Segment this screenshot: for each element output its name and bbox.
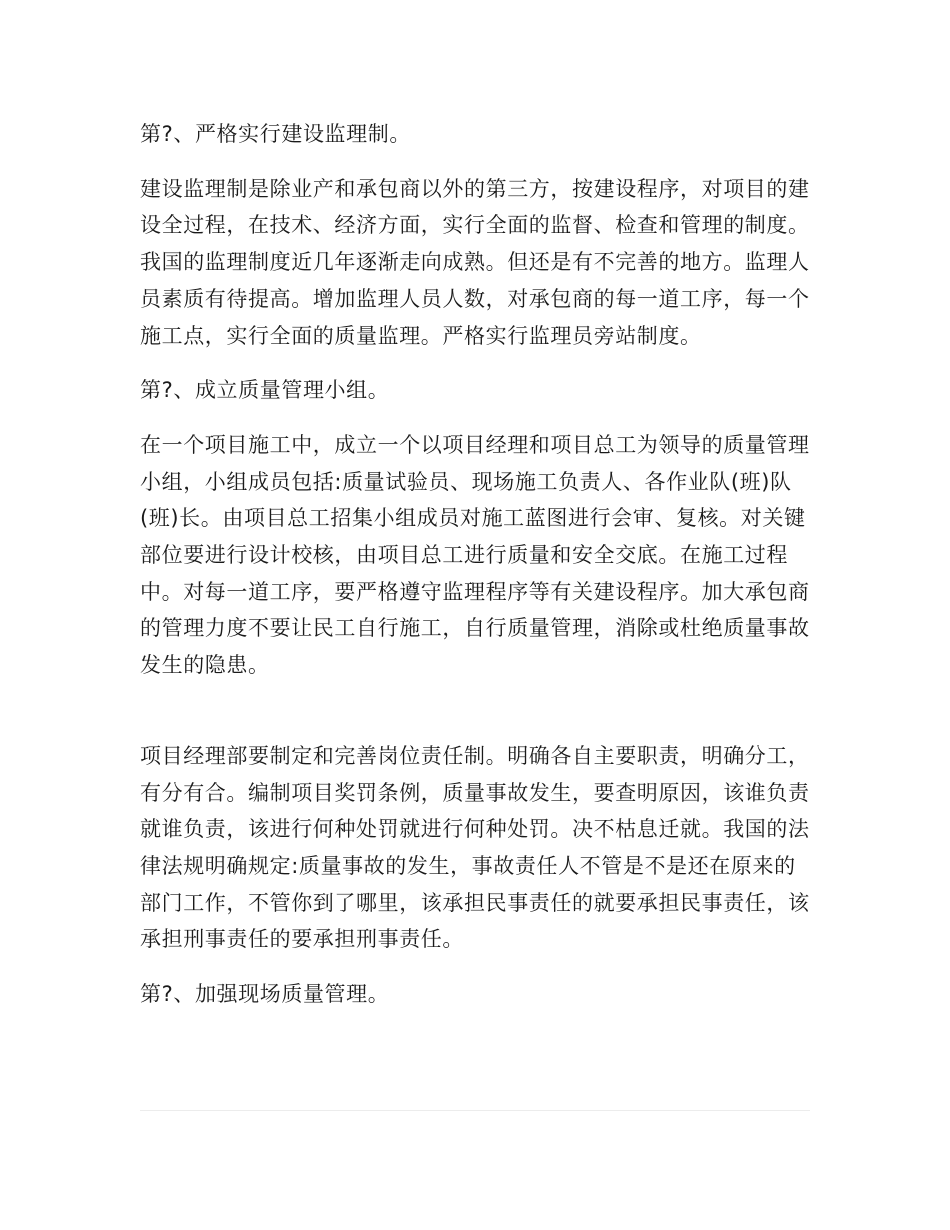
paragraph-quality-group: 在一个项目施工中，成立一个以项目经理和项目总工为领导的质量管理小组，小组成员包括:质量试验员、现场施工负责人、各作业队(班)队(班)长。由项目总工招集小组成员对施工蓝图进行会审、复核。对关键部位要进行设计校核，由项目总工进行质量和安全交底。在施工过程中。对每一道工序，要严格遵守监理程序等有关建设程序。加大承包商的管理力度不要让民工自行施工，自行质量管理，消除或杜绝质量事故发生的隐患。 [140,432,810,678]
paragraph-supervision: 建设监理制是除业产和承包商以外的第三方，按建设程序，对项目的建设全过程，在技术、经济方面，实行全面的监督、检查和管理的制度。我国的监理制度近几年逐渐走向成熟。但还是有不完善的地方。监理人员素质有待提高。增加监理人员人数，对承包商的每一道工序，每一个施工点，实行全面的质量监理。严格实行监理员旁站制度。 [140,176,810,348]
section-heading-site-management: 第?、加强现场质量管理。 [140,982,390,1007]
section-heading-supervision: 第?、严格实行建设监理制。 [140,122,411,146]
section-heading-quality-group: 第?、成立质量管理小组。 [140,378,390,403]
bottom-divider [140,1110,810,1111]
document-body [140,116,812,1013]
paragraph-responsibility: 项目经理部要制定和完善岗位责任制。明确各自主要职责，明确分工，有分有合。编制项目奖罚条例，质量事故发生，要查明原因，该谁负责就谁负责，该进行何种处罚就进行何种处罚。决不枯息迁就。我国的法律法规明确规定:质量事故的发生，事故责任人不管是不是还在原来的部门工作，不管你到了哪里，该承担民事责任的就要承担民事责任，该承担刑事责任的要承担刑事责任。 [140,743,810,952]
